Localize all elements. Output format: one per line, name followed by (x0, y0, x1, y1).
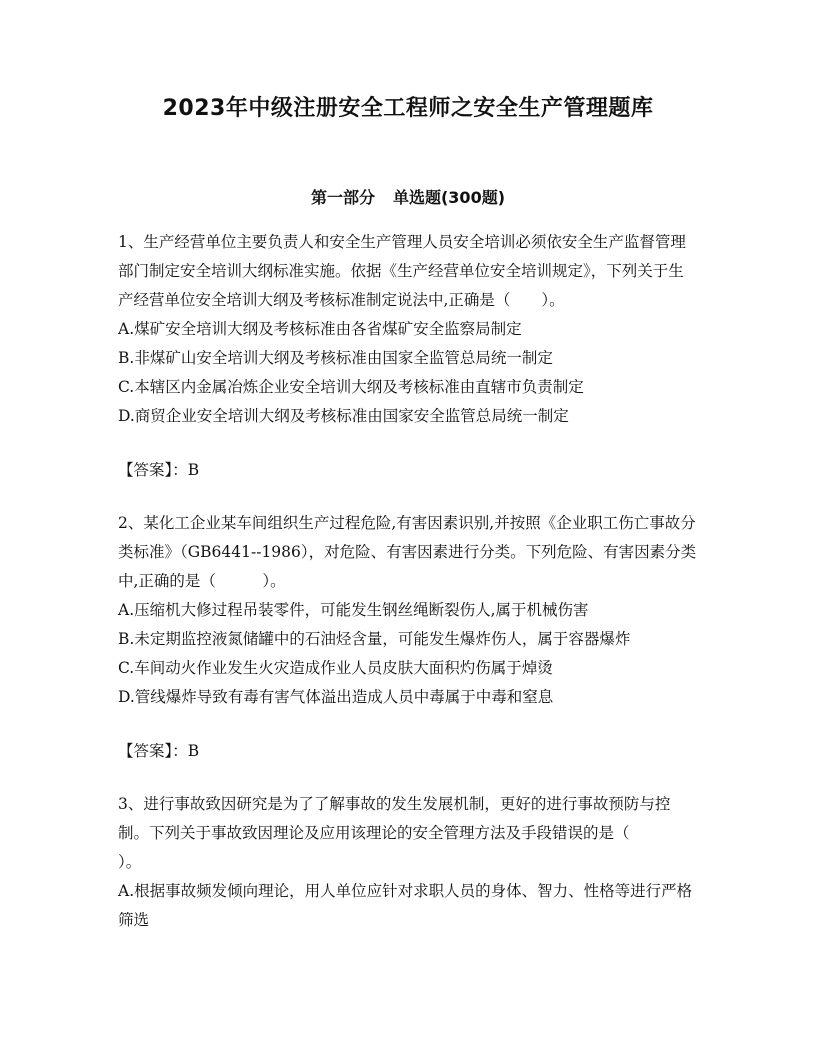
question-option-d: D.管线爆炸导致有毒有害气体溢出造成人员中毒属于中毒和窒息 (118, 688, 554, 706)
question-stem: 3、进行事故致因研究是为了了解事故的发生发展机制，更好的进行事故预防与控制。下列关于事故致因理论及应用该理论的安全管理方法及手段错误的是（ ）。 (118, 795, 677, 871)
question-list (118, 228, 698, 935)
answer-line: 【答案】：B (118, 742, 200, 760)
question-option-d: D.商贸企业安全培训大纲及考核标准由国家安全监管总局统一制定 (118, 407, 569, 425)
question-2 (118, 509, 698, 766)
question-1 (118, 228, 698, 485)
section-name-label: 单选题(300题) (392, 188, 506, 207)
question-option-a: A.根据事故频发倾向理论，用人单位应针对求职人员的身体、智力、性格等进行严格筛选 (118, 882, 693, 929)
section-part-label: 第一部分 (310, 188, 375, 207)
question-option-a: A.压缩机大修过程吊装零件，可能发生钢丝绳断裂伤人,属于机械伤害 (118, 601, 589, 619)
answer-line: 【答案】：B (118, 461, 200, 479)
question-option-a: A.煤矿安全培训大纲及考核标准由各省煤矿安全监察局制定 (118, 320, 522, 338)
question-option-c: C.车间动火作业发生火灾造成作业人员皮肤大面积灼伤属于焯烫 (118, 659, 553, 677)
document-title: 2023年中级注册安全工程师之安全生产管理题库 (162, 96, 654, 121)
question-option-b: B.未定期监控液氮储罐中的石油烃含量，可能发生爆炸伤人，属于容器爆炸 (118, 630, 631, 648)
question-stem: 2、某化工企业某车间组织生产过程危险,有害因素识别,并按照《企业职工伤亡事故分类标准》（GB6441--1986），对危险、有害因素进行分类。下列危险、有害因素分类中,正确的是（ ）。 (118, 514, 697, 590)
question-stem: 1、生产经营单位主要负责人和安全生产管理人员安全培训必须依安全生产监督管理部门制定安全培训大纲标准实施。依据《生产经营单位安全培训规定》，下列关于生产经营单位安全培训大纲及考核标准制定说法中,正确是（ ）。 (118, 233, 686, 309)
question-3 (118, 790, 698, 935)
section-heading (0, 186, 816, 210)
question-option-b: B.非煤矿山安全培训大纲及考核标准由国家全监管总局统一制定 (118, 349, 553, 367)
question-option-c: C.本辖区内金属冶炼企业安全培训大纲及考核标准由直辖市负责制定 (118, 378, 584, 396)
